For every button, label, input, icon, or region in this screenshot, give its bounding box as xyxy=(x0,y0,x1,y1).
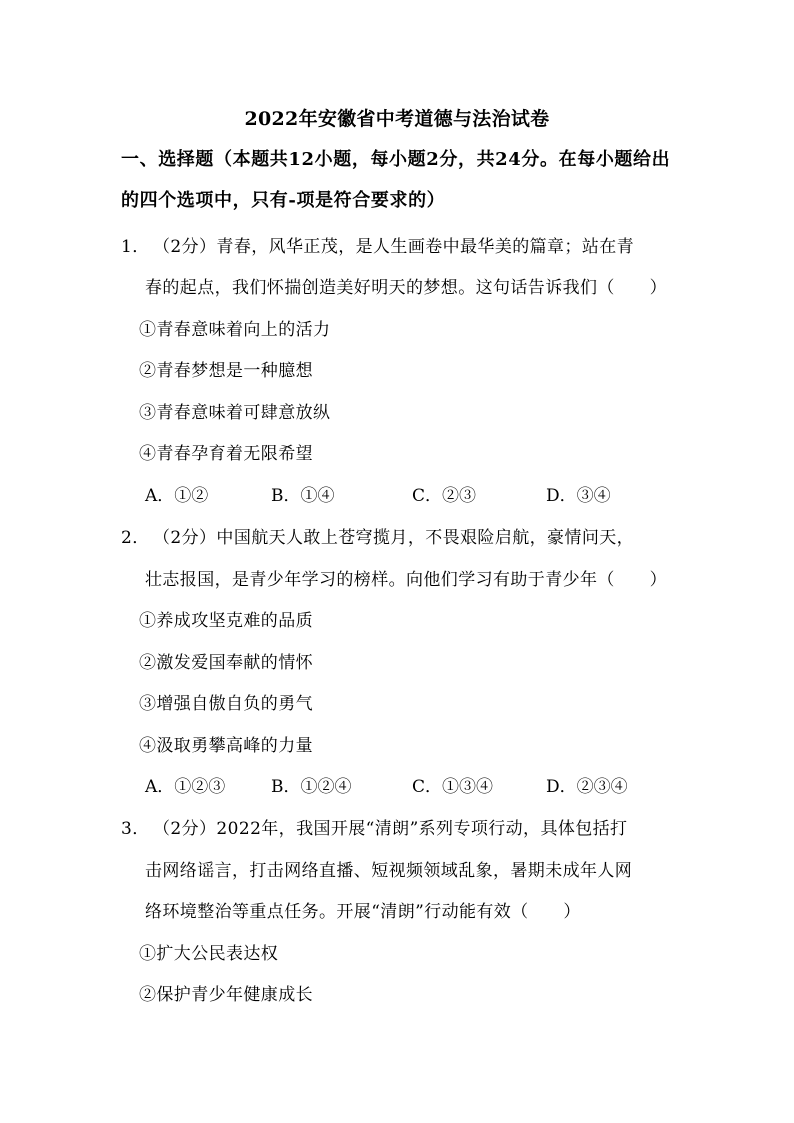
option-c[interactable]: C．①③④ xyxy=(412,777,494,797)
statement-item: ③增强自傲自负的勇气 xyxy=(139,694,313,714)
question-1-line-1 xyxy=(121,232,634,257)
option-d[interactable]: D．②③④ xyxy=(546,777,628,797)
question-2-line-1 xyxy=(121,523,634,548)
question-stem-line: （2分）中国航天人敢上苍穹揽月，不畏艰险启航，豪情问天， xyxy=(153,528,635,548)
statement-item: ③青春意味着可肆意放纵 xyxy=(139,403,331,423)
option-a[interactable]: A．①② xyxy=(145,486,209,506)
statement-item: ②激发爱国奉献的情怀 xyxy=(139,653,313,673)
option-b[interactable]: B．①②④ xyxy=(271,777,352,797)
statement-item: ④汲取勇攀高峰的力量 xyxy=(139,736,313,756)
option-b[interactable]: B．①④ xyxy=(271,486,335,506)
option-d[interactable]: D．③④ xyxy=(546,486,611,506)
question-3-line-2: 击网络谣言，打击网络直播、短视频领域乱象，暑期未成年人网 xyxy=(145,861,633,881)
statement-item: ①扩大公民表达权 xyxy=(139,944,279,964)
question-3-line-1 xyxy=(121,814,627,839)
statement-item: ②青春梦想是一种臆想 xyxy=(139,361,313,381)
statement-item: ④青春孕育着无限希望 xyxy=(139,444,313,464)
statement-item: ①青春意味着向上的活力 xyxy=(139,320,331,340)
question-number: 2． xyxy=(121,528,150,548)
question-stem-line: （2分）2022年，我国开展“清朗”系列专项行动，具体包括打 xyxy=(153,819,628,839)
question-stem-line: （2分）青春，风华正茂，是人生画卷中最华美的篇章；站在青 xyxy=(153,237,635,257)
question-1-line-2: 春的起点，我们怀揣创造美好明天的梦想。这句话告诉我们（ ） xyxy=(145,278,667,298)
question-3-line-3: 络环境整治等重点任务。开展“清朗”行动能有效（ ） xyxy=(145,902,581,922)
question-number: 1． xyxy=(121,237,150,257)
statement-item: ②保护青少年健康成长 xyxy=(139,985,313,1005)
option-a[interactable]: A．①②③ xyxy=(145,777,226,797)
question-number: 3． xyxy=(121,819,150,839)
option-c[interactable]: C．②③ xyxy=(412,486,477,506)
statement-item: ①养成攻坚克难的品质 xyxy=(139,611,313,631)
page-title: 2022年安徽省中考道德与法治试卷 xyxy=(244,108,550,130)
section-heading: 一、选择题（本题共12小题，每小题2分，共24分。在每小题给出的四个选项中，只有-项是符合要求的） xyxy=(121,149,671,211)
question-2-line-2: 壮志报国，是青少年学习的榜样。向他们学习有助于青少年（ ） xyxy=(145,570,667,590)
